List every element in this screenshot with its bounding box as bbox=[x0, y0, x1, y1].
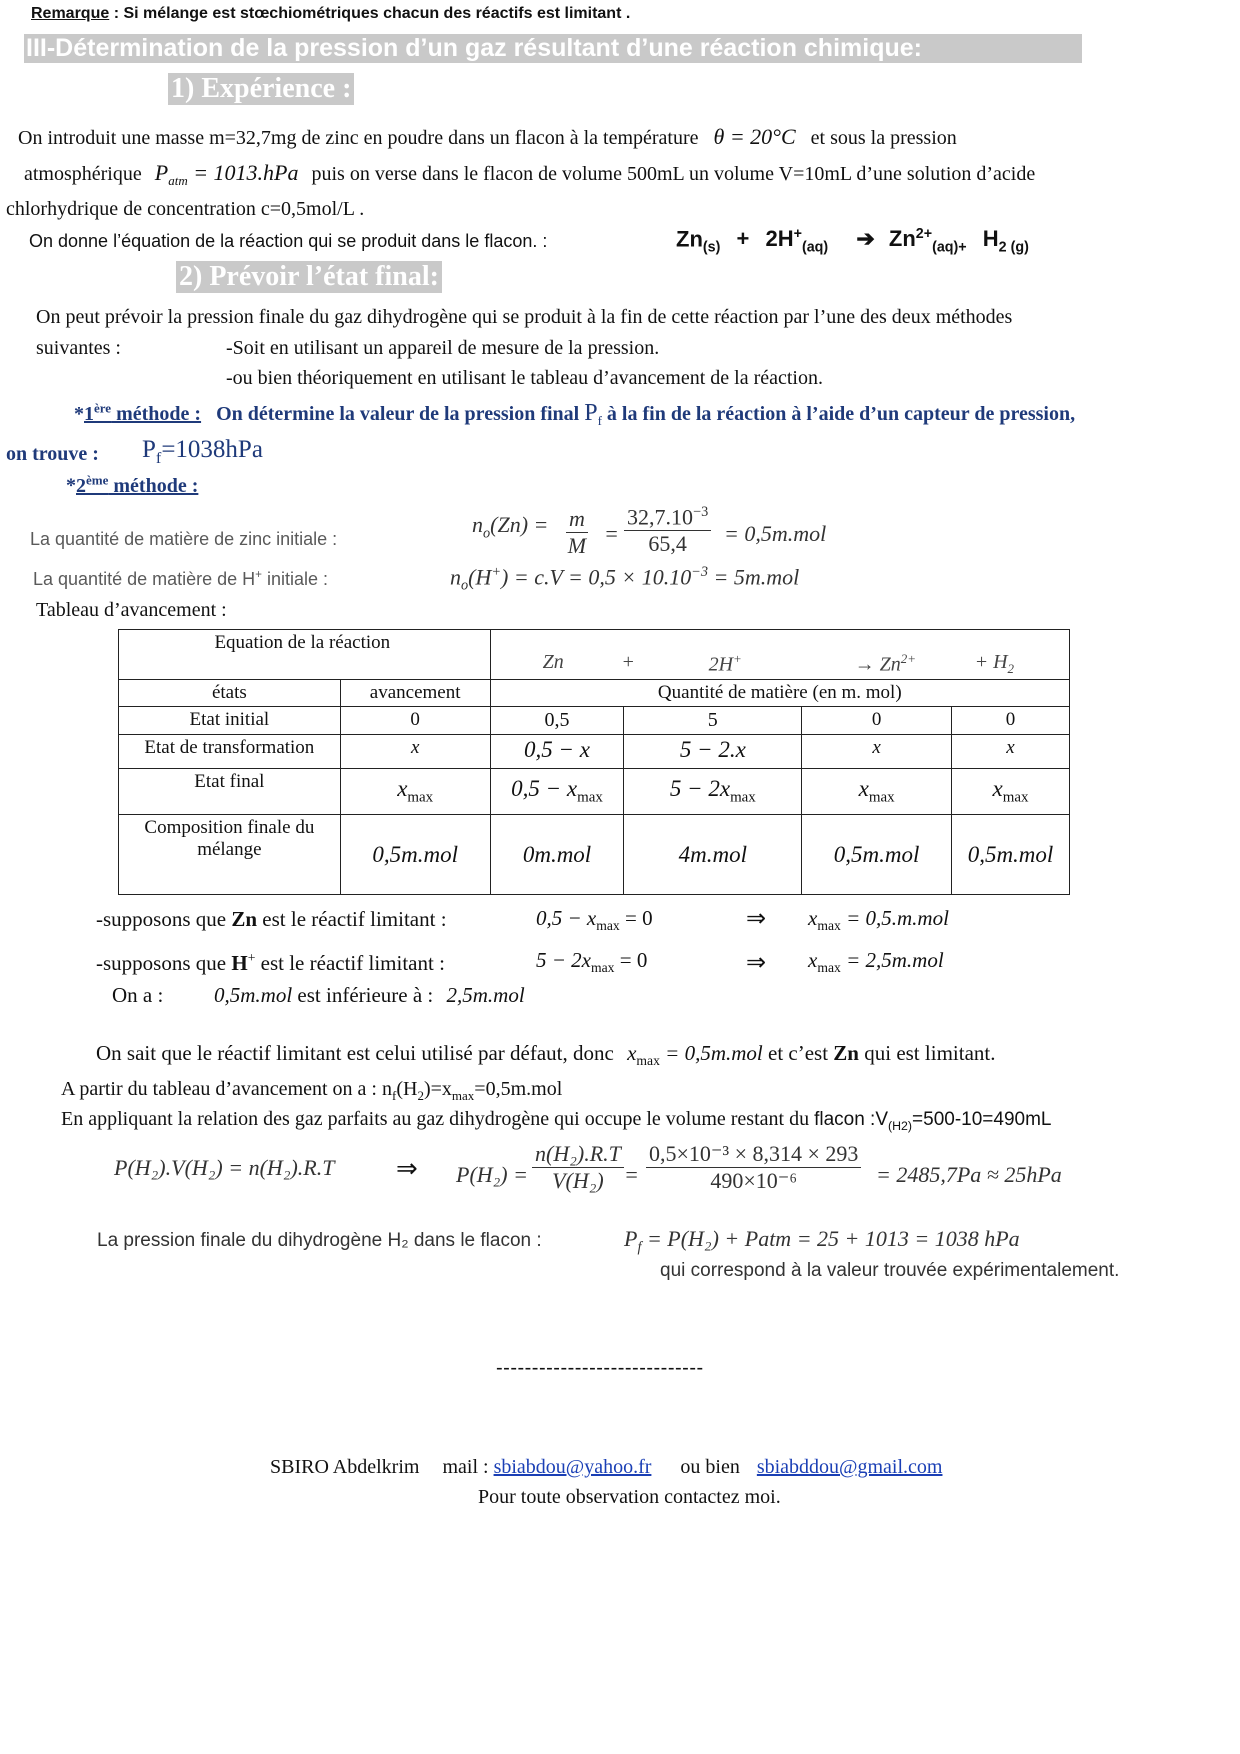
table-caption: Tableau d’avancement : bbox=[36, 599, 227, 621]
zinc-quantity-equation: $n_o(Zn)$ = bbox=[472, 512, 549, 542]
author: SBIRO Abdelkrim bbox=[270, 1456, 420, 1478]
zinc-result: = 0,5m.mol bbox=[724, 521, 827, 546]
table-header-row bbox=[119, 680, 1070, 707]
email-link-yahoo[interactable]: sbiabdou@yahoo.fr bbox=[493, 1456, 652, 1478]
remark bbox=[31, 5, 630, 23]
implies-icon: ⇒ bbox=[396, 1154, 418, 1183]
footer-line-1: SBIRO Abdelkrim mail : sbiabdou@yahoo.fr ou bien sbiabddou@gmail.com bbox=[270, 1456, 943, 1478]
ideal-gas-intro: En appliquant la relation des gaz parfaits au gaz dihydrogène qui occupe le volume restant du flacon $:V_{(H2)}=500-10=490mL$ bbox=[61, 1108, 1052, 1133]
gas-law-lhs: P(H₂).V(H₂) = n(H₂).R.T bbox=[114, 1155, 335, 1180]
gas-law-p: P(H₂) = bbox=[456, 1162, 528, 1187]
table-row: Etat de transformation x 0,5 − x 5 − 2.x x x bbox=[119, 735, 1070, 769]
advancement-table bbox=[118, 629, 1070, 895]
from-table: A partir du tableau d’avancement on a : $n_f(H_2)=x_{max}=0,5m.mol$ bbox=[61, 1078, 563, 1103]
final-pressure-equation: $P_f = P(H_2)$ + Patm = 25 + 1013 = 1038 hPa bbox=[624, 1226, 1020, 1256]
experience-line-2: atmosphérique $P_{atm} = 1013.hPa$ puis on verse dans le flacon de volume 500mL un volume V=10mL d’une solution d’acide bbox=[24, 160, 1036, 188]
col-states: états bbox=[119, 680, 341, 707]
implies-icon: ⇒ bbox=[746, 950, 767, 976]
table-row: Composition finale du mélange 0,5m.mol 0m.mol 4m.mol 0,5m.mol 0,5m.mol bbox=[119, 815, 1070, 895]
h-quantity-equation: $n_o(H^+) = c.V = 0,5 \times 10.10^{-3} = 5m.mol$ bbox=[450, 564, 800, 594]
gas-law-fraction: n(H₂).R.T V(H₂) bbox=[532, 1141, 624, 1194]
method-1-result: $P_f=1038hPa$ bbox=[142, 436, 263, 467]
suppose-zn: -supposons que Zn est le réactif limitant : bbox=[96, 907, 447, 931]
email-link-gmail[interactable]: sbiabddou@gmail.com bbox=[756, 1456, 943, 1478]
remark-text: : Si mélange est stœchiométriques chacun des réactifs est limitant . bbox=[109, 5, 631, 22]
reaction-equation: $Zn_{(s)} + 2H^+_{(aq)}$ ➔ $Zn^{2+}_{(aq)+}$ $H_{2 (g)}$ bbox=[676, 226, 1029, 256]
footer-contact: Pour toute observation contactez moi. bbox=[478, 1486, 781, 1508]
subtitle-experience: 1) Expérience : bbox=[168, 73, 354, 105]
implies-icon: ⇒ bbox=[746, 906, 767, 932]
predict-line-2b: -Soit en utilisant un appareil de mesure de la pression. bbox=[226, 337, 660, 359]
method-1: *1ère méthode : On détermine la valeur de la pression final $P_f$ à la fin de la réaction à l’aide d’un capteur de pression, bbox=[74, 400, 1076, 428]
col-quantity: Quantité de matière (en m. mol) bbox=[490, 680, 1069, 707]
method-2: *2ème méthode : bbox=[66, 472, 199, 497]
predict-line-3: -ou bien théoriquement en utilisant le tableau d’avancement de la réaction. bbox=[226, 367, 823, 389]
gas-law-numeric-fraction: 0,5×10⁻³ × 8,314 × 293 490×10⁻⁶ bbox=[646, 1141, 861, 1194]
on-a: On a : bbox=[112, 983, 164, 1007]
experience-line-1: On introduit une masse m=32,7mg de zinc en poudre dans un flacon à la température θ = 20°C et sous la pression bbox=[18, 124, 957, 149]
separator: ----------------------------- bbox=[496, 1357, 704, 1379]
method-1-found: on trouve : bbox=[6, 443, 99, 465]
final-pressure-note: qui correspond à la valeur trouvée expérimentalement. bbox=[660, 1260, 1120, 1281]
subtitle-final-state: 2) Prévoir l’état final: bbox=[176, 261, 442, 293]
table-row: Etat final $x_{max}$ $0,5 - x_{max}$ $5 - 2x_{max}$ $x_{max}$ $x_{max}$ bbox=[119, 769, 1070, 815]
final-pressure-label: La pression finale du dihydrogène H₂ dans le flacon : bbox=[97, 1230, 542, 1251]
suppose-h-result: $x_{max} = 2,5m.mol$ bbox=[808, 948, 944, 976]
zinc-quantity-label: La quantité de matière de zinc initiale : bbox=[30, 529, 338, 549]
col-advancement: avancement bbox=[340, 680, 490, 707]
on-a-compare: 0,5m.mol est inférieure à : 2,5m.mol bbox=[214, 983, 525, 1007]
suppose-zn-result: $x_{max} = 0,5.m.mol$ bbox=[808, 906, 949, 934]
h-quantity-label: La quantité de matière de H+ initiale : bbox=[33, 568, 329, 589]
table-reaction: Zn + 2H+ → $Zn^{2+}$ + $H_2$ bbox=[542, 651, 1015, 676]
gas-law-result: = 2485,7Pa ≈ 25hPa bbox=[876, 1162, 1062, 1187]
table-row: Etat initial 0 0,5 5 0 0 bbox=[119, 707, 1070, 735]
conclusion: On sait que le réactif limitant est celui utilisé par défaut, donc $x_{max} = 0,5m.mol$ et c’est Zn qui est limitant. bbox=[96, 1041, 996, 1069]
suppose-h-equation: $5 - 2x_{max} = 0$ bbox=[536, 948, 648, 976]
predict-line-2a: suivantes : bbox=[36, 337, 121, 359]
section-title: III-Détermination de la pression d’un gaz résultant d’une réaction chimique: bbox=[24, 34, 1082, 63]
equation-intro: On donne l’équation de la réaction qui se produit dans le flacon. : bbox=[29, 231, 548, 251]
predict-line-1: On peut prévoir la pression finale du gaz dihydrogène qui se produit à la fin de cette réaction par l’une des deux méthodes bbox=[36, 306, 1013, 328]
equation-header: Equation de la réaction bbox=[119, 630, 491, 680]
suppose-zn-equation: $0,5 - x_{max} = 0$ bbox=[536, 906, 653, 934]
zinc-fraction: $32,7.10^{-3}$ 65,4 bbox=[624, 504, 711, 557]
experience-line-3: chlorhydrique de concentration c=0,5mol/L . bbox=[6, 198, 365, 220]
remark-label: Remarque bbox=[31, 5, 110, 22]
zinc-m-over-M: m M bbox=[567, 506, 587, 558]
table-equation-row bbox=[119, 630, 1070, 680]
suppose-h: -supposons que H+ est le réactif limitant : bbox=[96, 950, 445, 975]
